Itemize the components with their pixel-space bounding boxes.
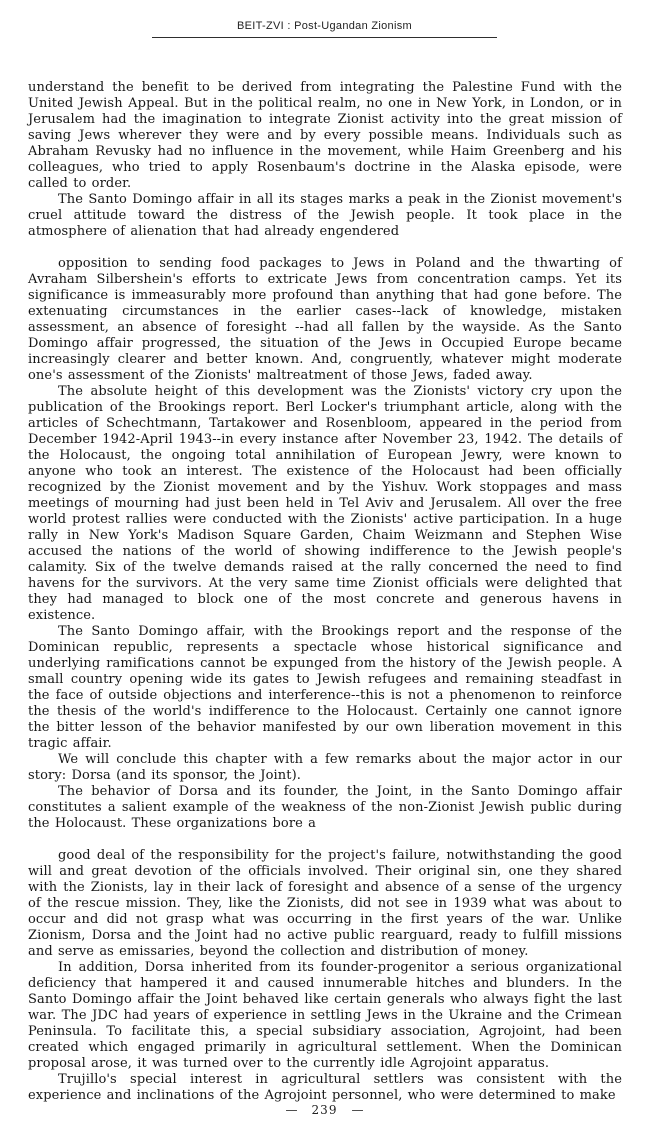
paragraph: good deal of the responsibility for the project's failure, notwithstanding the good will and great devotion of the officials involved. Their original sin, one they shared with the Zionists, lay in their lack of foresight and absence of a sense of the urgency of the rescue mission. They, like the Zionists, did not see in 1939 what was about to occur and did not grasp what was occurring in the first years of the war. Unlike Zionism, Dorsa and the Joint had no active public rearguard, ready to fulfill missions and serve as emissaries, beyond the collection and distribution of money. <box>28 848 622 959</box>
paragraph: opposition to sending food packages to Jews in Poland and the thwarting of Avraham Silbershein's efforts to extricate Jews from concentration camps. Yet its significance is immeasurably more profound than anything that had gone before. The extenuating circumstances in the earlier cases--lack of knowledge, mistaken assessment, an absence of foresight --had all fallen by the wayside. As the Santo Domingo affair progressed, the situation of the Jews in Occupied Europe became increasingly clearer and better known. And, congruently, whatever might moderate one's assessment of the Zionists' maltreatment of those Jews, faded away. <box>28 256 622 383</box>
paragraph: The behavior of Dorsa and its founder, the Joint, in the Santo Domingo affair constitutes a salient example of the weakness of the non-Zionist Jewish public during the Holocaust. These organizations bore a <box>28 784 622 831</box>
paragraph: The Santo Domingo affair, with the Brookings report and the response of the Dominican republic, represents a spectacle whose historical significance and underlying ramifications cannot be expunged from the history of the Jewish people. A small country opening wide its gates to Jewish refugees and remaining steadfast in the face of outside objections and interference--this is not a phenomenon to reinforce the thesis of the world's indifference to the Holocaust. Certainly one cannot ignore the bitter lesson of the behavior manifested by our own liberation movement in this tragic affair. <box>28 624 622 751</box>
paragraph: understand the benefit to be derived from integrating the Palestine Fund with the United Jewish Appeal. But in the political realm, no one in New York, in London, or in Jerusalem had the imagination to integrate Zionist activity into the great mission of saving Jews wherever they were and by every possible means. Individuals such as Abraham Revusky had no influence in the movement, while Haim Greenberg and his colleagues, who tried to apply Rosenbaum's doctrine in the Alaska episode, were called to order. <box>28 80 622 191</box>
paragraph: We will conclude this chapter with a few remarks about the major actor in our story: Dorsa (and its sponsor, the Joint). <box>28 752 622 783</box>
paragraph: In addition, Dorsa inherited from its founder-progenitor a serious organizational deficiency that hampered it and caused innumerable hitches and blunders. In the Santo Domingo affair the Joint behaved like certain generals who always fight the last war. The JDC had years of experience in settling Jews in the Ukraine and the Crimean Peninsula. To facilitate this, a special subsidiary association, Agrojoint, had been created which engaged primarily in agricultural settlement. When the Dominican proposal arose, it was turned over to the currently idle Agrojoint apparatus. <box>28 960 622 1071</box>
footer-dash-left: — <box>285 1103 298 1117</box>
page-number: 239 <box>311 1103 338 1117</box>
page-body <box>28 80 622 1104</box>
paragraph: The absolute height of this development was the Zionists' victory cry upon the publication of the Brookings report. Berl Locker's triumphant article, along with the articles of Schechtmann, Tartakower and Rosenbloom, appeared in the period from December 1942-April 1943--in every instance after November 23, 1942. The details of the Holocaust, the ongoing total annihilation of European Jewry, were known to anyone who took an interest. The existence of the Holocaust had been officially recognized by the Zionist movement and by the Yishuv. Work stoppages and mass meetings of mourning had just been held in Tel Aviv and Jerusalem. All over the free world protest rallies were conducted with the Zionists' active participation. In a huge rally in New York's Madison Square Garden, Chaim Weizmann and Stephen Wise accused the nations of the world of showing indifference to the Jewish people's calamity. Six of the twelve demands raised at the rally concerned the need to find havens for the survivors. At the very same time Zionist officials were delighted that they had managed to block one of the most concrete and generous havens in existence. <box>28 384 622 623</box>
paragraph: The Santo Domingo affair in all its stages marks a peak in the Zionist movement's cruel attitude toward the distress of the Jewish people. It took place in the atmosphere of alienation that had already engendered <box>28 192 622 239</box>
footer-dash-right: — <box>351 1103 364 1117</box>
page-footer <box>0 1103 649 1117</box>
paragraph: Trujillo's special interest in agricultural settlers was consistent with the experience and inclinations of the Agrojoint personnel, who were determined to make <box>28 1072 622 1103</box>
header-rule <box>152 37 497 38</box>
running-header-title: BEIT-ZVI : Post-Ugandan Zionism <box>237 20 412 32</box>
page-header <box>0 0 649 38</box>
